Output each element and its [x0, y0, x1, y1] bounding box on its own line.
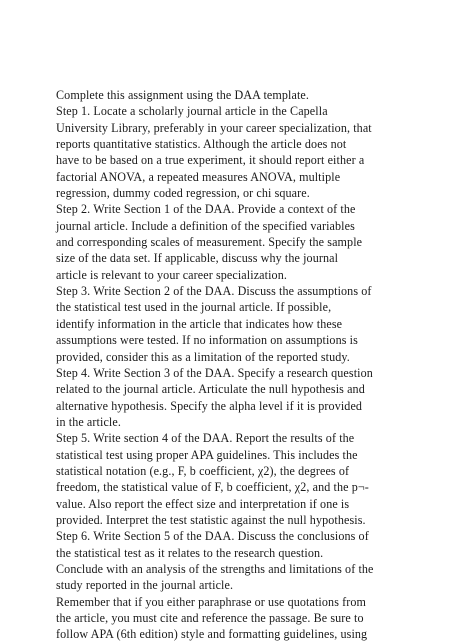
- text-line: value. Also report the effect size and interpretation if one is: [56, 496, 350, 511]
- text-line: Step 6. Write Section 5 of the DAA. Discuss the conclusions of: [56, 529, 369, 544]
- text-line: factorial ANOVA, a repeated measures ANOVA, multiple: [56, 169, 341, 184]
- text-line: Remember that if you either paraphrase or use quotations from: [56, 594, 367, 609]
- text-line: study reported in the journal article.: [56, 578, 234, 593]
- text-line: provided. Interpret the test statistic against the null hypothesis.: [56, 512, 366, 527]
- text-line: statistical test using proper APA guidelines. This includes the: [56, 447, 358, 462]
- text-line: University Library, preferably in your career specialization, that: [56, 120, 372, 135]
- text-line: identify information in the article that indicates how these: [56, 316, 343, 331]
- text-line: regression, dummy coded regression, or chi square.: [56, 186, 310, 201]
- text-line: have to be based on a true experiment, it should report either a: [56, 153, 365, 168]
- text-line: Complete this assignment using the DAA template.: [56, 88, 310, 102]
- text-line: follow APA (6th edition) style and formatting guidelines, using: [56, 627, 368, 642]
- text-line: Conclude with an analysis of the strengths and limitations of the: [56, 561, 374, 576]
- text-line: Step 5. Write section 4 of the DAA. Report the results of the: [56, 431, 355, 446]
- text-line: the statistical test as it relates to the research question.: [56, 545, 324, 560]
- text-line: Step 4. Write Section 3 of the DAA. Specify a research question: [56, 365, 373, 380]
- text-line: Step 3. Write Section 2 of the DAA. Discuss the assumptions of: [56, 284, 372, 299]
- text-line: freedom, the statistical value of F, b coefficient, χ2, and the p¬-: [56, 480, 369, 495]
- text-line: assumptions were tested. If no information on assumptions is: [56, 333, 358, 348]
- text-line: Step 1. Locate a scholarly journal article in the Capella: [56, 104, 328, 119]
- text-line: Step 2. Write Section 1 of the DAA. Provide a context of the: [56, 202, 356, 217]
- text-line: reports quantitative statistics. Although the article does not: [56, 137, 347, 152]
- text-line: the article, you must cite and reference the passage. Be sure to: [56, 611, 364, 625]
- text-line: journal article. Include a definition of the specified variables: [56, 218, 355, 233]
- text-line: size of the data set. If applicable, discuss why the journal: [56, 251, 339, 266]
- text-line: related to the journal article. Articulate the null hypothesis and: [56, 382, 365, 397]
- text-line: and corresponding scales of measurement. Specify the sample: [56, 235, 363, 250]
- document-body: [56, 87, 446, 643]
- text-line: article is relevant to your career specialization.: [56, 267, 287, 282]
- text-line: in the article.: [56, 414, 121, 429]
- text-line: the statistical test used in the journal article. If possible,: [56, 300, 332, 315]
- text-line: statistical notation (e.g., F, b coefficient, χ2), the degrees of: [56, 463, 350, 478]
- text-line: alternative hypothesis. Specify the alpha level if it is provided: [56, 398, 363, 413]
- text-line: provided, consider this as a limitation of the reported study.: [56, 349, 350, 364]
